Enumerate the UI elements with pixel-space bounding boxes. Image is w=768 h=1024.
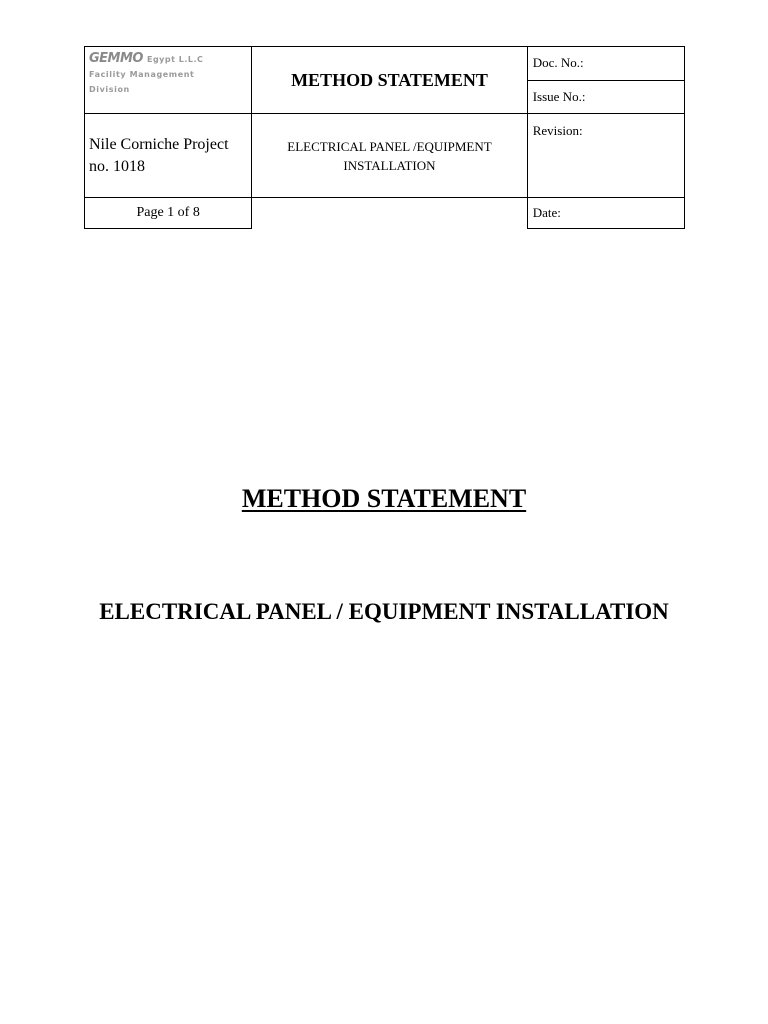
document-subtitle: ELECTRICAL PANEL / EQUIPMENT INSTALLATION	[99, 599, 669, 624]
header-subject: ELECTRICAL PANEL /EQUIPMENT INSTALLATION	[252, 114, 527, 198]
document-title: METHOD STATEMENT	[241, 484, 527, 513]
issue-no-label: Issue No.:	[527, 80, 684, 114]
revision-label: Revision:	[527, 114, 684, 198]
logo-mark: GEMMO	[89, 51, 143, 66]
header-title: METHOD STATEMENT	[252, 47, 527, 114]
header-blank-cell	[252, 198, 527, 229]
date-label: Date:	[527, 198, 684, 229]
page-number: Page 1 of 8	[85, 198, 252, 229]
document-header-table	[84, 46, 685, 229]
project-name: Nile Corniche Project no. 1018	[85, 114, 252, 198]
company-logo	[85, 47, 252, 114]
logo-division-line1: Facility Management	[89, 70, 195, 79]
logo-division-line2: Division	[89, 85, 130, 94]
logo-company-name: Egypt L.L.C	[146, 55, 204, 64]
doc-no-label: Doc. No.:	[527, 47, 684, 81]
